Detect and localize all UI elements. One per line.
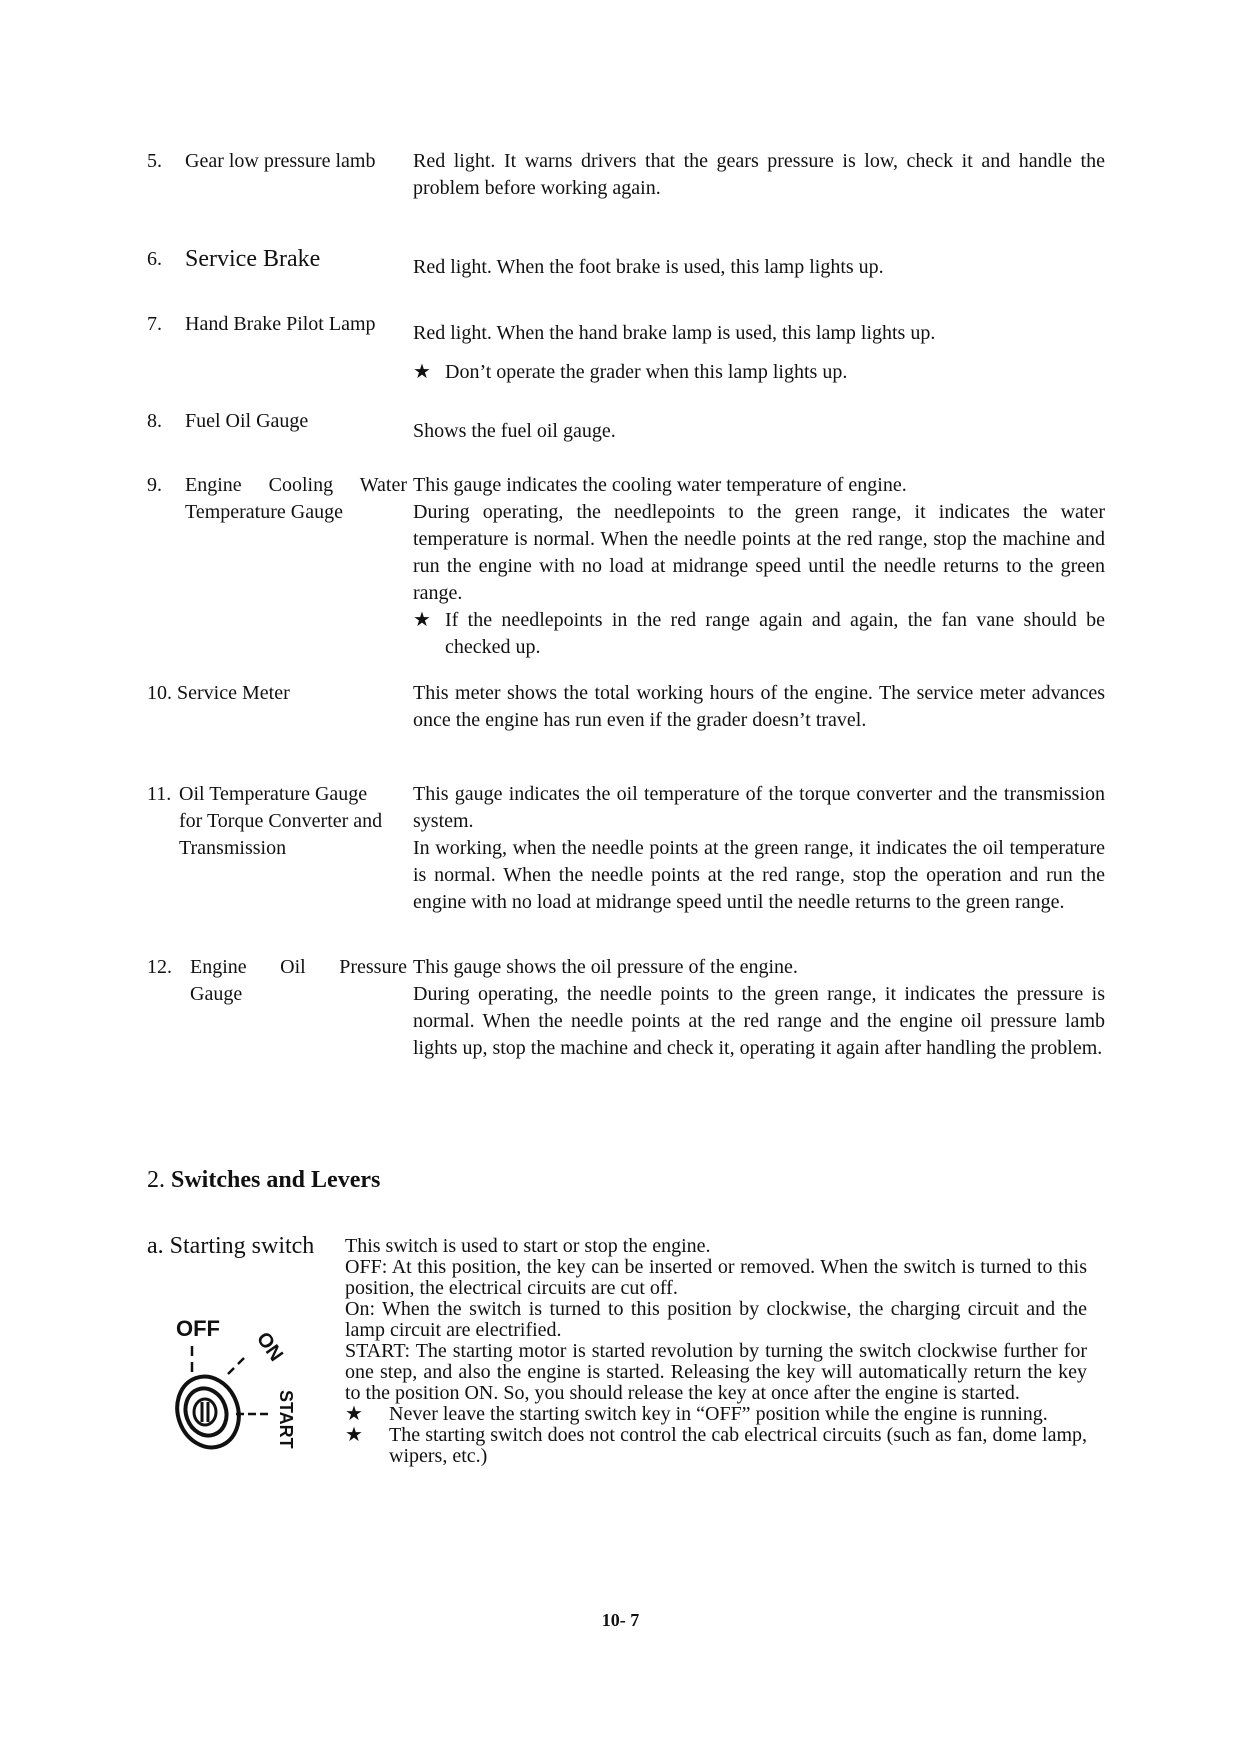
item-title — [147, 680, 407, 707]
desc-paragraph: This gauge shows the oil pressure of the engine. — [413, 956, 798, 978]
item-description — [413, 148, 1105, 202]
star-icon: ★ — [413, 361, 431, 383]
star-note — [345, 1404, 1087, 1425]
switch-paragraph: This switch is used to start or stop the engine. — [345, 1235, 711, 1257]
desc-paragraph: This meter shows the total working hours of the engine. The service meter advances once the engine has run even if the grader doesn’t travel. — [413, 682, 1105, 731]
item-number: 6. — [147, 248, 162, 270]
starting-switch-description — [345, 1236, 1087, 1467]
item-label — [147, 680, 407, 707]
desc-paragraph: This gauge indicates the oil temperature of the torque converter and the transmission system. — [413, 783, 1105, 832]
item-label — [147, 148, 407, 175]
section-number: 2. — [147, 1167, 165, 1193]
desc-paragraph: In working, when the needle points at the green range, it indicates the oil temperature is normal. When the needle points at the red range, stop the operation and run the engine with no load at midrange speed until the needle returns to the green range. — [413, 837, 1105, 913]
item-title-text: Service Meter — [177, 682, 290, 704]
switch-paragraph: On: When the switch is turned to this position by clockwise, the charging circuit and the lamp circuit are electrified. — [345, 1298, 1087, 1341]
item-title: Hand Brake Pilot Lamp — [185, 313, 376, 335]
desc-paragraph: This gauge indicates the cooling water temperature of engine. — [413, 474, 907, 496]
item-number: 7. — [147, 313, 162, 335]
desc-paragraph: Shows the fuel oil gauge. — [413, 420, 616, 442]
item-title: Gear low pressure lamb — [185, 150, 376, 172]
item-label — [147, 954, 407, 1008]
section-heading — [147, 1167, 380, 1194]
desc-paragraph: Red light. When the hand brake lamp is used, this lamp lights up. — [413, 322, 936, 344]
starting-switch-label: a. Starting switch — [147, 1233, 315, 1259]
star-note-text: Never leave the starting switch key in “OFF” position while the engine is running. — [389, 1403, 1048, 1425]
item-description — [413, 954, 1105, 1062]
star-note-text: The starting switch does not control the cab electrical circuits (such as fan, dome lamp, wipers, etc.) — [389, 1424, 1087, 1467]
switch-paragraph: START: The starting motor is started revolution by turning the switch clockwise further for one step, and also the engine is started. Releasing the key will automatically return the key to the position ON. So, you should release the key at once after the engine is started. — [345, 1340, 1087, 1404]
item-title: Engine Oil Pressure Gauge — [190, 956, 407, 1005]
starting-switch-diagram — [172, 1316, 312, 1456]
switch-on-label: ON — [251, 1328, 288, 1366]
item-number: 10. — [147, 682, 172, 704]
switch-paragraph: OFF: At this position, the key can be inserted or removed. When the switch is turned to this position, the electrical circuits are cut off. — [345, 1256, 1087, 1299]
item-description — [413, 320, 1105, 386]
section-title: Switches and Levers — [171, 1167, 381, 1193]
star-icon: ★ — [413, 609, 431, 631]
item-label — [147, 408, 407, 435]
key-cylinder — [172, 1368, 249, 1456]
item-title: Engine Cooling Water Temperature Gauge — [185, 474, 407, 523]
item-title: Service Brake — [185, 246, 321, 272]
item-description — [413, 680, 1105, 734]
desc-paragraph: Red light. It warns drivers that the gears pressure is low, check it and handle the problem before working again. — [413, 150, 1105, 199]
switch-start-label: START — [276, 1390, 296, 1449]
item-number: 12. — [147, 956, 172, 978]
desc-paragraph: During operating, the needlepoints to the green range, it indicates the water temperature is normal. When the needle points at the red range, stop the machine and run the engine with no load at midrange speed until the needle returns to the green range. — [413, 501, 1105, 604]
item-label — [147, 246, 407, 273]
item-number: 9. — [147, 474, 162, 496]
item-title: Oil Temperature Gauge for Torque Converter and Transmission — [179, 783, 383, 859]
star-icon: ★ — [345, 1424, 363, 1446]
item-number: 8. — [147, 410, 162, 432]
star-icon: ★ — [345, 1403, 363, 1425]
item-number: 5. — [147, 150, 162, 172]
item-description — [413, 472, 1105, 661]
item-number: 11. — [147, 783, 172, 805]
item-label — [147, 781, 407, 862]
star-note-text: Don’t operate the grader when this lamp lights up. — [445, 361, 848, 383]
desc-paragraph: Red light. When the foot brake is used, this lamp lights up. — [413, 256, 884, 278]
item-label — [147, 311, 407, 338]
star-note — [345, 1425, 1087, 1467]
switch-off-label: OFF — [176, 1316, 220, 1341]
page-number: 10- 7 — [601, 1610, 640, 1630]
item-label — [147, 472, 407, 526]
item-title: Fuel Oil Gauge — [185, 410, 309, 432]
item-description — [413, 418, 1105, 445]
item-description — [413, 781, 1105, 916]
star-note — [413, 359, 1105, 386]
star-note-text: If the needlepoints in the red range again and again, the fan vane should be checked up. — [445, 609, 1105, 658]
desc-paragraph: During operating, the needle points to the green range, it indicates the pressure is normal. When the needle points at the red range and the engine oil pressure lamb lights up, stop the machine and check it, operating it again after handling the problem. — [413, 983, 1105, 1059]
star-note — [413, 607, 1105, 661]
item-description — [413, 254, 1105, 281]
